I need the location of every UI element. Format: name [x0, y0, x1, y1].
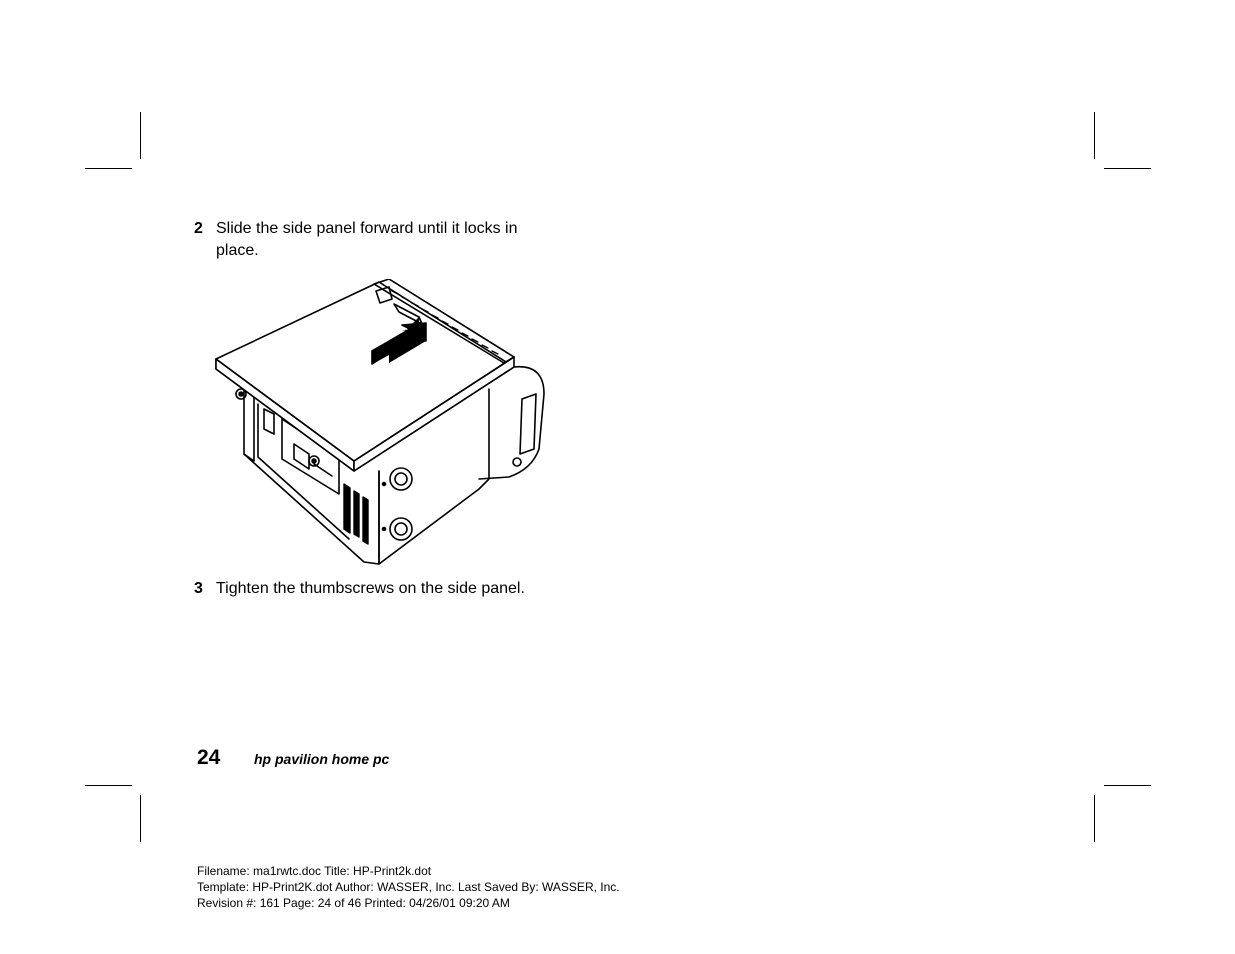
side-panel-illustration	[214, 279, 548, 567]
document-info-line-1: Filename: ma1rwtc.doc Title: HP-Print2k.dot	[197, 864, 432, 878]
crop-mark-top-left-horizontal	[85, 168, 132, 169]
document-info-line-3: Revision #: 161 Page: 24 of 46 Printed: 04/26/01 09:20 AM	[197, 896, 510, 910]
crop-mark-top-left-vertical	[140, 112, 141, 159]
crop-mark-bottom-left-horizontal	[85, 785, 132, 786]
crop-mark-bottom-right-vertical	[1094, 795, 1095, 842]
step-number: 2	[194, 220, 203, 237]
crop-mark-top-right-vertical	[1094, 112, 1095, 159]
step-number: 3	[194, 580, 203, 597]
crop-mark-bottom-left-vertical	[140, 795, 141, 842]
page-number: 24	[197, 746, 221, 769]
document-info-line-2: Template: HP-Print2K.dot Author: WASSER, Inc. Last Saved By: WASSER, Inc.	[197, 880, 620, 894]
crop-mark-bottom-right-horizontal	[1104, 785, 1151, 786]
step-text: Slide the side panel forward until it locks in place.	[216, 220, 518, 259]
crop-mark-top-right-horizontal	[1104, 168, 1151, 169]
running-footer-title: hp pavilion home pc	[254, 751, 390, 767]
step-text: Tighten the thumbscrews on the side panel.	[216, 580, 525, 597]
